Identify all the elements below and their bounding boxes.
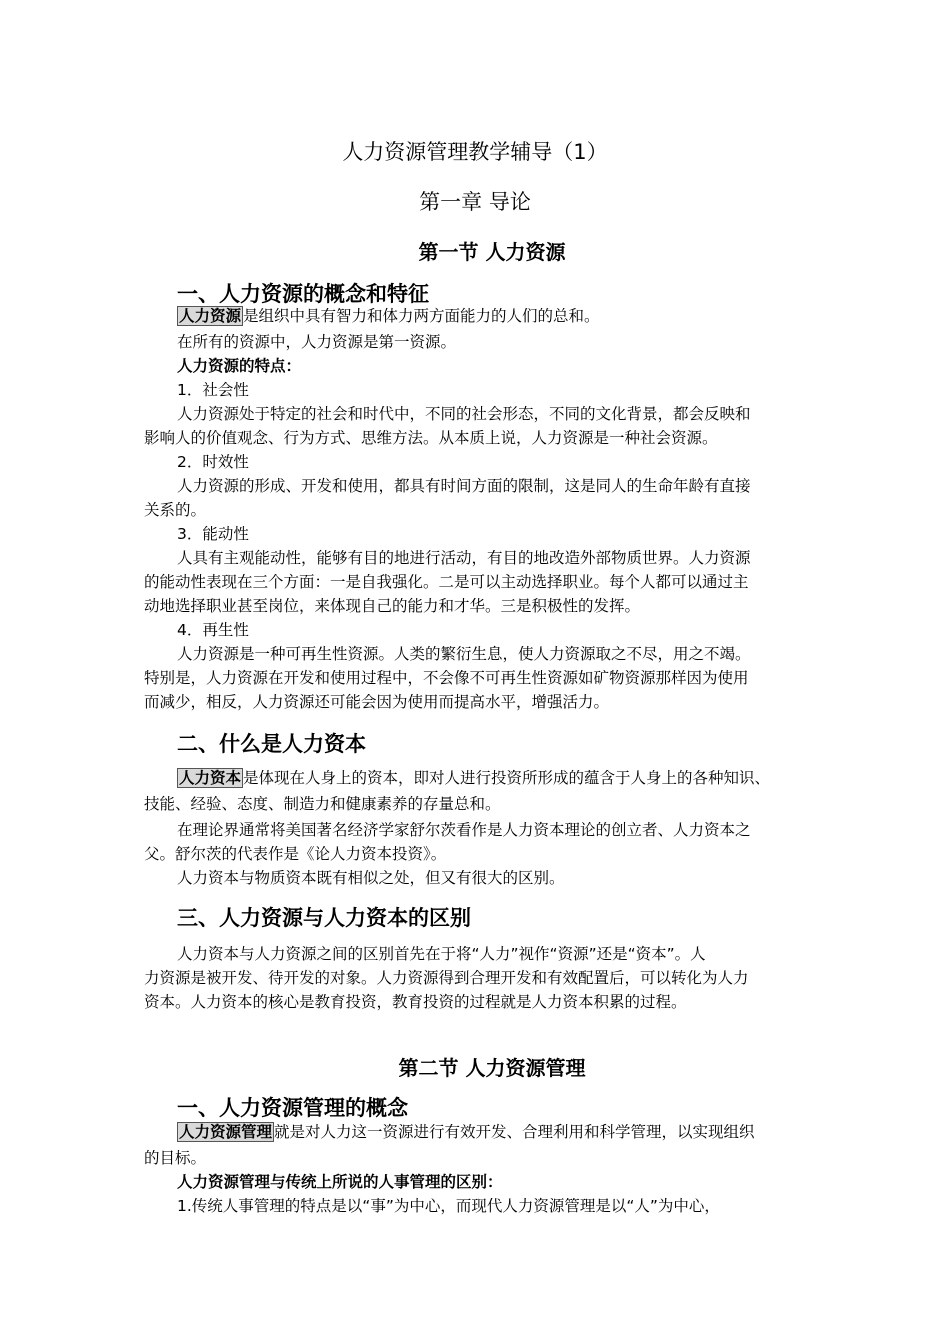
part-heading: 一、人力资源管理的概念	[177, 1096, 408, 1120]
document-title: 人力资源管理教学辅导（1）	[342, 140, 608, 164]
definition-text: 是组织中具有智力和体力两方面能力的人们的总和。	[243, 307, 600, 325]
key-term: 人力资本	[179, 769, 242, 787]
paragraph-line: 特别是，人力资源在开发和使用过程中，不会像不可再生性资源如矿物资源那样因为使用	[144, 669, 749, 687]
paragraph-line: 动地选择职业甚至岗位，来体现自己的能力和才华。三是积极性的发挥。	[144, 597, 641, 615]
trait-title: 3．能动性	[177, 525, 249, 543]
paragraph-line: 人力资源是一种可再生性资源。人类的繁衍生息，使人力资源取之不尽，用之不竭。	[177, 645, 751, 663]
paragraph-line: 人力资本与人力资源之间的区别首先在于将“人力”视作“资源”还是“资本”。人	[177, 945, 706, 963]
paragraph-line: 父。舒尔茨的代表作是《论人力资本投资》。	[144, 845, 447, 863]
paragraph-line: 在所有的资源中，人力资源是第一资源。	[177, 333, 457, 351]
key-term: 人力资源	[179, 307, 242, 325]
part-heading: 一、人力资源的概念和特征	[177, 282, 429, 306]
paragraph-line: 在理论界通常将美国著名经济学家舒尔茨看作是人力资本理论的创立者、人力资本之	[177, 821, 751, 839]
bold-subheading: 人力资源的特点：	[177, 357, 302, 375]
paragraph-line: 人力资本与物质资本既有相似之处，但又有很大的区别。	[177, 869, 565, 887]
paragraph-line: 的能动性表现在三个方面：一是自我强化。二是可以主动选择职业。每个人都可以通过主	[144, 573, 749, 591]
part-heading: 二、什么是人力资本	[177, 732, 366, 756]
paragraph-line: 力资源是被开发、待开发的对象。人力资源得到合理开发和有效配置后，可以转化为人力	[144, 969, 749, 987]
paragraph-line: 技能、经验、态度、制造力和健康素养的存量总和。	[144, 795, 501, 813]
paragraph-line: 影响人的价值观念、行为方式、思维方法。从本质上说，人力资源是一种社会资源。	[144, 429, 718, 447]
paragraph-line: 人力资源处于特定的社会和时代中，不同的社会形态，不同的文化背景，都会反映和	[177, 405, 751, 423]
definition-paragraph	[177, 304, 600, 328]
section-heading: 第一节 人力资源	[418, 240, 566, 264]
chapter-title: 第一章 导论	[419, 190, 531, 214]
trait-title: 2．时效性	[177, 453, 249, 471]
paragraph-line: 的目标。	[144, 1149, 207, 1167]
trait-title: 4．再生性	[177, 621, 249, 639]
paragraph-line: 关系的。	[144, 501, 207, 519]
definition-text: 是体现在人身上的资本，即对人进行投资所形成的蕴含于人身上的各种知识、	[243, 769, 771, 787]
paragraph-line: 人具有主观能动性，能够有目的地进行活动，有目的地改造外部物质世界。人力资源	[177, 549, 751, 567]
paragraph-line: 人力资源的形成、开发和使用，都具有时间方面的限制，这是同人的生命年龄有直接	[177, 477, 751, 495]
definition-text: 就是对人力这一资源进行有效开发、合理利用和科学管理，以实现组织	[274, 1123, 755, 1141]
bold-subheading: 人力资源管理与传统上所说的人事管理的区别：	[177, 1173, 503, 1191]
section-heading: 第二节 人力资源管理	[398, 1056, 586, 1080]
paragraph-line: 而减少，相反，人力资源还可能会因为使用而提高水平，增强活力。	[144, 693, 610, 711]
key-term: 人力资源管理	[179, 1123, 273, 1141]
part-heading: 三、人力资源与人力资本的区别	[177, 906, 471, 930]
paragraph-line: 资本。人力资本的核心是教育投资，教育投资的过程就是人力资本积累的过程。	[144, 993, 687, 1011]
paragraph-line: 1.传统人事管理的特点是以“事”为中心，而现代人力资源管理是以“人”为中心，	[177, 1197, 720, 1215]
trait-title: 1．社会性	[177, 381, 249, 399]
definition-paragraph	[177, 766, 770, 790]
definition-paragraph	[177, 1120, 755, 1144]
